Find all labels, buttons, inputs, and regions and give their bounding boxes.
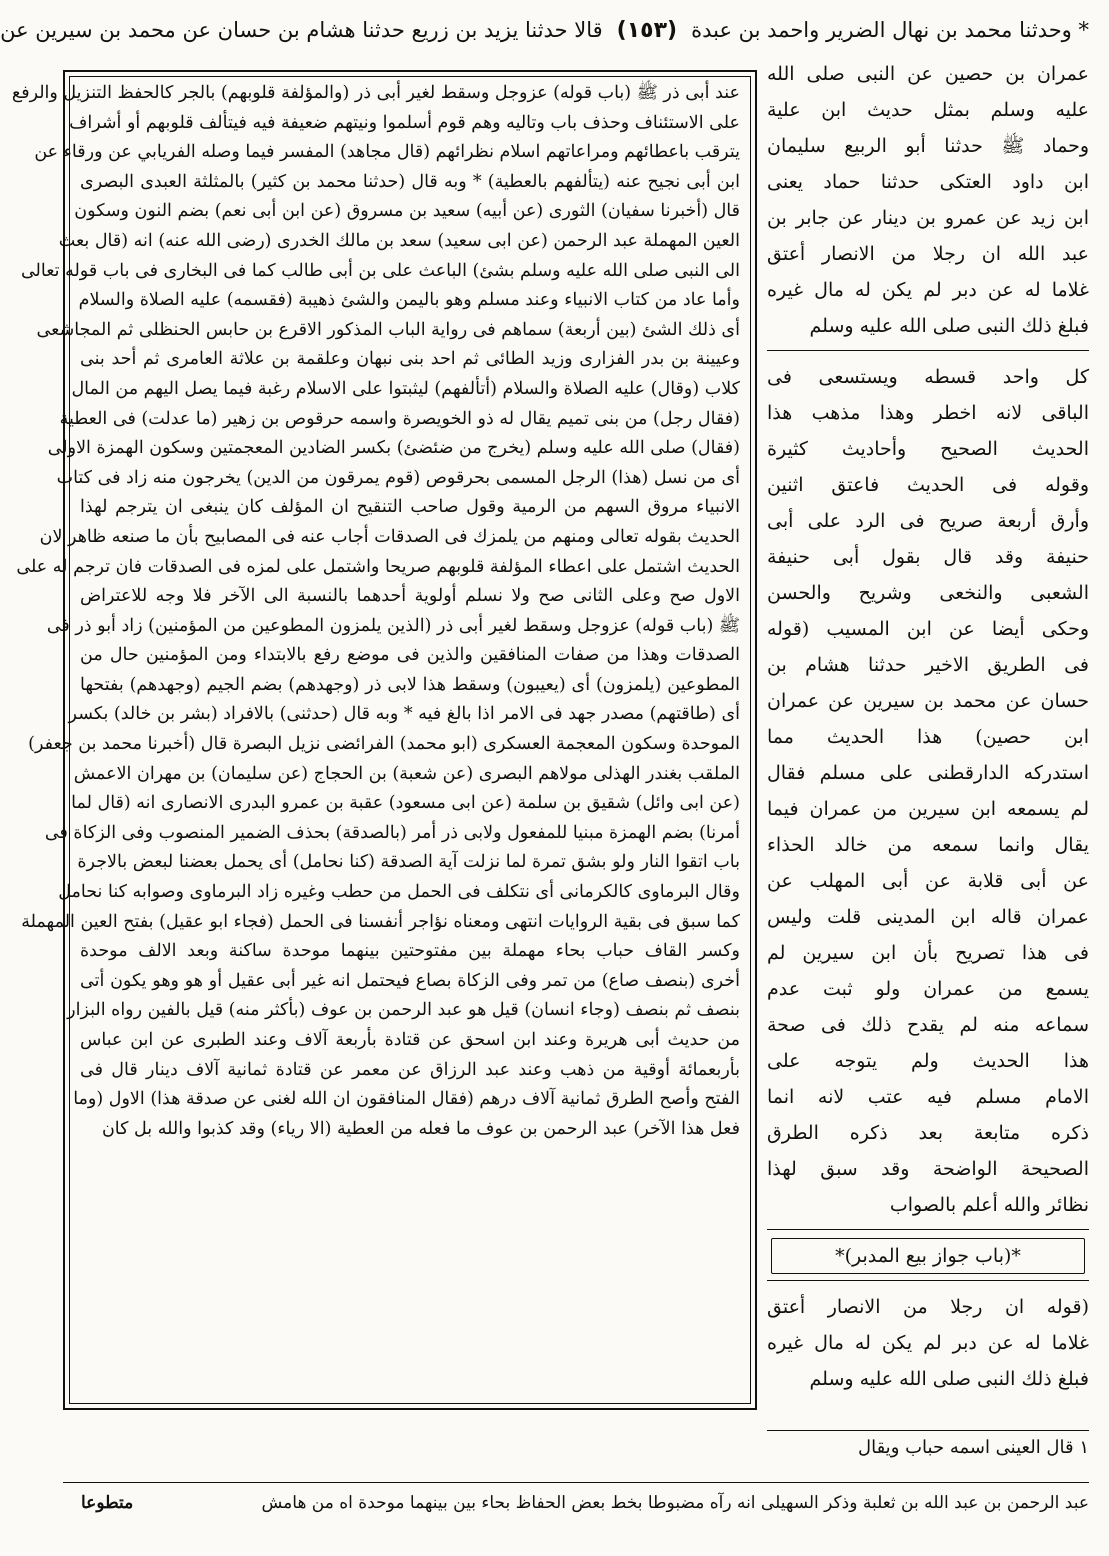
side-divider (767, 1280, 1089, 1281)
main-commentary-text (11, 77, 750, 1144)
side-text-line: وأرق أربعة صريح فى الرد على أبى (767, 510, 1089, 532)
side-commentary-text (767, 359, 1089, 1223)
main-commentary-frame (11, 70, 757, 1410)
side-text-line: فبلغ ذلك النبى صلى الله عليه وسلم (809, 315, 1089, 337)
side-text-line: عن أبى قلابة عن أبى المهلب عن (767, 870, 1089, 892)
main-text-line: أمرنا) بضم الهمزة مبنيا للمفعول ولابى ذر أمر (بالصدقة) بحذف الضمير المنصوب وفى الزكاة فى (44, 822, 740, 843)
side-column (767, 56, 1089, 1456)
main-text-line: قال (أخبرنا سفيان) الثورى (عن أبيه) سعيد بن مسروق (عن ابن أبى نعم) بضم النون وسكون (74, 201, 740, 222)
page-footer (63, 1482, 1089, 1523)
main-text-line: الملقب بغندر الهذلى مولاهم البصرى (عن شعبة) بن الحجاج (عن سليمان) بن مهران الاعمش (73, 763, 740, 784)
main-text-line: على الاستئناف وحذف باب وتاليه وهم قوم أسلموا ونيتهم ضعيفة فيه فيتألف قلوبهم أو أشراف (69, 112, 740, 133)
side-footnote: ١ قال العينى اسمه حباب ويقال (767, 1430, 1089, 1465)
main-text-line: باب اتقوا النار ولو بشق تمرة لما نزلت آية الصدقة (كنا نحامل) أى يحمل بعضنا لبعض بالاجرة (77, 852, 740, 873)
side-hadith-text (767, 56, 1089, 344)
side-text-line: وقوله فى الحديث فاعتق اثنين (767, 474, 1089, 496)
side-text-line: عمران قاله ابن المدينى قلت وليس (767, 906, 1089, 928)
side-text-line: استدركه الدارقطنى على مسلم فقال (767, 762, 1089, 784)
page-number: (١٥٣) (616, 17, 678, 43)
main-text-line: (فقال) صلى الله عليه وسلم (يخرج من ضئضئ) بكسر الضادين المعجمتين وسكون الهمزة الاولى (47, 438, 740, 459)
main-text-line: أى من نسل (هذا) الرجل المسمى بحرقوص (قوم يمرقون من الدين) يخرجون منه زاد فى كتاب (56, 467, 740, 488)
side-text-line: ابن داود العتكى حدثنا حماد يعنى (767, 171, 1089, 193)
side-text-line: ذكره متابعة بعد ذكره الطرق (767, 1122, 1089, 1144)
side-text-line: الامام مسلم فيه عتب لانه انما (767, 1086, 1089, 1108)
main-text-line: يترقب باعطائهم ومراعاتهم اسلام نظرائهم (قال مجاهد) المفسر فيما وصله الفريابي عن ورقاء عن (34, 142, 740, 163)
main-text-line: أى (طاقتهم) مصدر جهد فى الامر اذا بالغ فيه * وبه قال (حدثنى) بالافراد (بشر بن خالد) بكسر (68, 704, 740, 725)
side-text-line: سماعه منه لم يقدح ذلك فى صحة (767, 1014, 1089, 1036)
header-left-text: قالا حدثنا يزيد بن زريع حدثنا هشام بن حسان عن محمد بن سيرين عن (0, 18, 603, 42)
side-text-line: عبد الله ان رجلا من الانصار أعتق (767, 243, 1089, 265)
side-text-line: غلاما له عن دبر لم يكن له مال غيره (767, 279, 1089, 301)
page-header (0, 8, 1089, 52)
main-text-line: الحديث اشتمل على اعطاء المؤلفة قلوبهم صريحا واشتمل على لمزه فى الصدقات فان ترجم له على (16, 556, 740, 577)
chapter-title: *(باب جواز بيع المدبر)* (771, 1238, 1085, 1274)
main-text-line: عند أبى ذر ﷺ (باب قوله) عزوجل وسقط لغير أبى ذر (والمؤلفة قلوبهم) بالجر كالحفظ التنزيل والرفع (11, 83, 740, 103)
main-text-line: وقال البرماوى كالكرمانى أى نتكلف فى الحمل من حطب وغيره زاد البرماوى وصوابه كنا نحامل (58, 882, 740, 903)
header-right-text: * وحدثنا محمد بن نهال الضرير واحمد بن عبدة (691, 18, 1089, 42)
main-text-line: الاول صح وعلى الثانى صح ولا نسلم أولوية أحدهما بالنسبة الى الآخر فلا وجه للاعتراض (80, 586, 740, 607)
side-text-line: وحكى أيضا عن ابن المسيب (قوله (767, 618, 1089, 640)
side-text-line: وحماد ﷺ حدثنا أبو الربيع سليمان (767, 135, 1089, 157)
side-divider (767, 1229, 1089, 1230)
main-text-line: ﷺ (باب قوله) عزوجل وسقط لغير أبى ذر (الذين يلمزون المطوعين من المؤمنين) زاد أبو ذر فى (46, 615, 740, 636)
main-text-line: أخرى (بنصف صاع) من تمر وفى الزكاة بصاع فيحتمل انه غير أبى عقيل أو هو وهو يكون أتى (80, 970, 740, 991)
main-text-line: الانبياء مروق السهم من الرمية وقول صاحب التنقيح ان المؤلف كان ينبغى ان يترجم لهذا (80, 497, 740, 518)
side-text-line: فبلغ ذلك النبى صلى الله عليه وسلم (809, 1368, 1089, 1390)
main-text-line: أى ذلك الشئ (بين أربعة) سماهم فى رواية الباب المذكور الاقرع بن حابس الحنظلى ثم المجاشعى (36, 319, 740, 340)
side-text-line: عمران بن حصين عن النبى صلى الله (767, 63, 1089, 85)
side-text-line: يقال وانما سمعه من خالد الحذاء (767, 834, 1089, 856)
main-text-line: الموحدة وسكون المعجمة العسكرى (ابو محمد) الفرائضى نزيل البصرة قال (أخبرنا محمد بن جعفر) (28, 734, 740, 755)
side-text-line: (قوله ان رجلا من الانصار أعتق (767, 1296, 1089, 1318)
main-text-line: من حديث أبى هريرة وعند ابن اسحق عن قتادة بأربعة آلاف وعند الطبرى عن ابن عباس (80, 1030, 740, 1050)
main-text-line: وعيينة بن بدر الفزارى وزيد الطائى ثم احد بنى نبهان وعلقمة بن علاثة العامرى ثم أحد بنى (80, 349, 740, 370)
side-text-line: ابن زيد عن عمرو بن دينار عن جابر بن (767, 207, 1089, 229)
main-text-line: وأما عاد من كتاب الانبياء وعند مسلم وهو باليمن والشئ ذهيبة (فقسمه) عليه الصلاة والسلام (78, 290, 740, 311)
catchword: متطوعا (81, 1493, 134, 1513)
main-text-line: ابن أبى نجيح عنه (يتألفهم بالعطية) * وبه قال (حدثنا محمد بن كثير) بالمثلثة العبدى البصرى (80, 171, 740, 192)
side-divider (767, 350, 1089, 351)
side-text-line: عليه وسلم بمثل حديث ابن علية (767, 99, 1089, 121)
main-text-line: (فقال رجل) من بنى تميم يقال له ذو الخويصرة واسمه حرقوص بن زهير (ما عدلت) فى العطية (59, 408, 740, 429)
main-text-line: المطوعين (يلمزون) أى (يعيبون) وسقط هذا لابى ذر (وجهدهم) بضم الجيم (وجهدهم) بفتحها (80, 674, 740, 695)
footnote-text: عبد الرحمن بن عبد الله بن ثعلبة وذكر السهيلى انه رآه مضبوطا بخط بعض الحفاظ بحاء بين بينهما موحدة اه من هامش (261, 1493, 1089, 1513)
side-text-line: الصحيحة الواضحة وقد سبق لهذا (767, 1158, 1089, 1180)
main-text-line: كما سبق فى بقية الروايات انتهى ومعناه نؤاجر أنفسنا فى الحمل (فجاء ابو عقيل) بفتح العين المهملة (21, 911, 740, 932)
side-text-line: غلاما له عن دبر لم يكن له مال غيره (767, 1332, 1089, 1354)
side-text-line: هذا الحديث ولم يتوجه على (767, 1050, 1089, 1072)
side-text-line: حنيفة وقد قال بقول أبى حنيفة (767, 546, 1089, 568)
main-text-line: كلاب (وقال) عليه الصلاة والسلام (أتألفهم) ليثبتوا على الاسلام رغبة فيما يصل اليهم من المال (71, 378, 740, 399)
side-text-line: لم يسمعه ابن سيرين من عمران فيما (767, 798, 1089, 820)
main-text-line: الصدقات وهذا من صفات المنافقين والذين فى موضع رفع بالابتداء ومن المؤمنين حال من (80, 645, 740, 666)
side-text-line: الباقى لانه اخطر وهذا مذهب هذا (767, 402, 1089, 424)
side-text-line: نظائر والله أعلم بالصواب (889, 1194, 1089, 1216)
main-text-line: فعل هذا الآخر) عبد الرحمن بن عوف ما فعله من العطية (الا رياء) وقد كذبوا والله بل كان (101, 1118, 740, 1139)
side-text-line: الشعبى والنخعى وشريح والحسن (767, 582, 1089, 604)
main-commentary-inner-border (11, 76, 751, 1404)
main-text-line: الى النبى صلى الله عليه وسلم بشئ) الباعث على بن أبى طالب كما فى البخارى فى باب قوله تعالى (20, 260, 740, 281)
side-text-line: حسان عن محمد بن سيرين عن عمران (767, 690, 1089, 712)
side-text-line: الحديث الصحيح وأحاديث كثيرة (767, 438, 1089, 460)
side-text-line: فى الطريق الاخير حدثنا هشام بن (767, 654, 1089, 676)
main-text-line: الحديث بقوله تعالى ومنهم من يلمزك فى الصدقات أجاب عنه فى المصابيح بأن ما صنعه ظاهر لان (39, 526, 740, 547)
side-text-line: يسمع من عمران ولو ثبت عدم (767, 978, 1089, 1000)
side-text-line: كل واحد قسطه ويستسعى فى (767, 366, 1089, 388)
side-text-line: فى هذا تصريح بأن ابن سيرين لم (767, 942, 1089, 964)
main-text-line: الفتح وأصح الطرق ثمانية آلاف درهم (فقال المنافقون ان الله لغنى عن صدقة هذا) الاول (وما (73, 1089, 740, 1110)
main-text-line: العين المهملة عبد الرحمن (عن ابى سعيد) سعد بن مالك الخدرى (رضى الله عنه) انه (قال بعث (58, 230, 740, 251)
side-hadith-excerpt (767, 1289, 1089, 1397)
main-text-line: بنصف ثم بنصف (وجاء انسان) قيل هو عبد الرحمن بن عوف (بأكثر منه) قيل بالفين رواه البزار (67, 1000, 740, 1021)
main-text-line: وكسر القاف حباب بحاء مهملة بين مفتوحتين بينهما موحدة ساكنة وبعد الالف موحدة (80, 941, 740, 962)
side-text-line: ابن حصين) هذا الحديث مما (767, 726, 1089, 748)
main-text-line: (عن ابى وائل) شقيق بن سلمة (عن ابى مسعود) عقبة بن عمرو البدرى الانصارى انه (قال لما (71, 793, 740, 814)
main-text-line: بأربعمائة أوقية من ذهب وعند عبد الرزاق عن معمر عن قتادة ثمانية آلاف دينار قال فى (80, 1059, 740, 1080)
